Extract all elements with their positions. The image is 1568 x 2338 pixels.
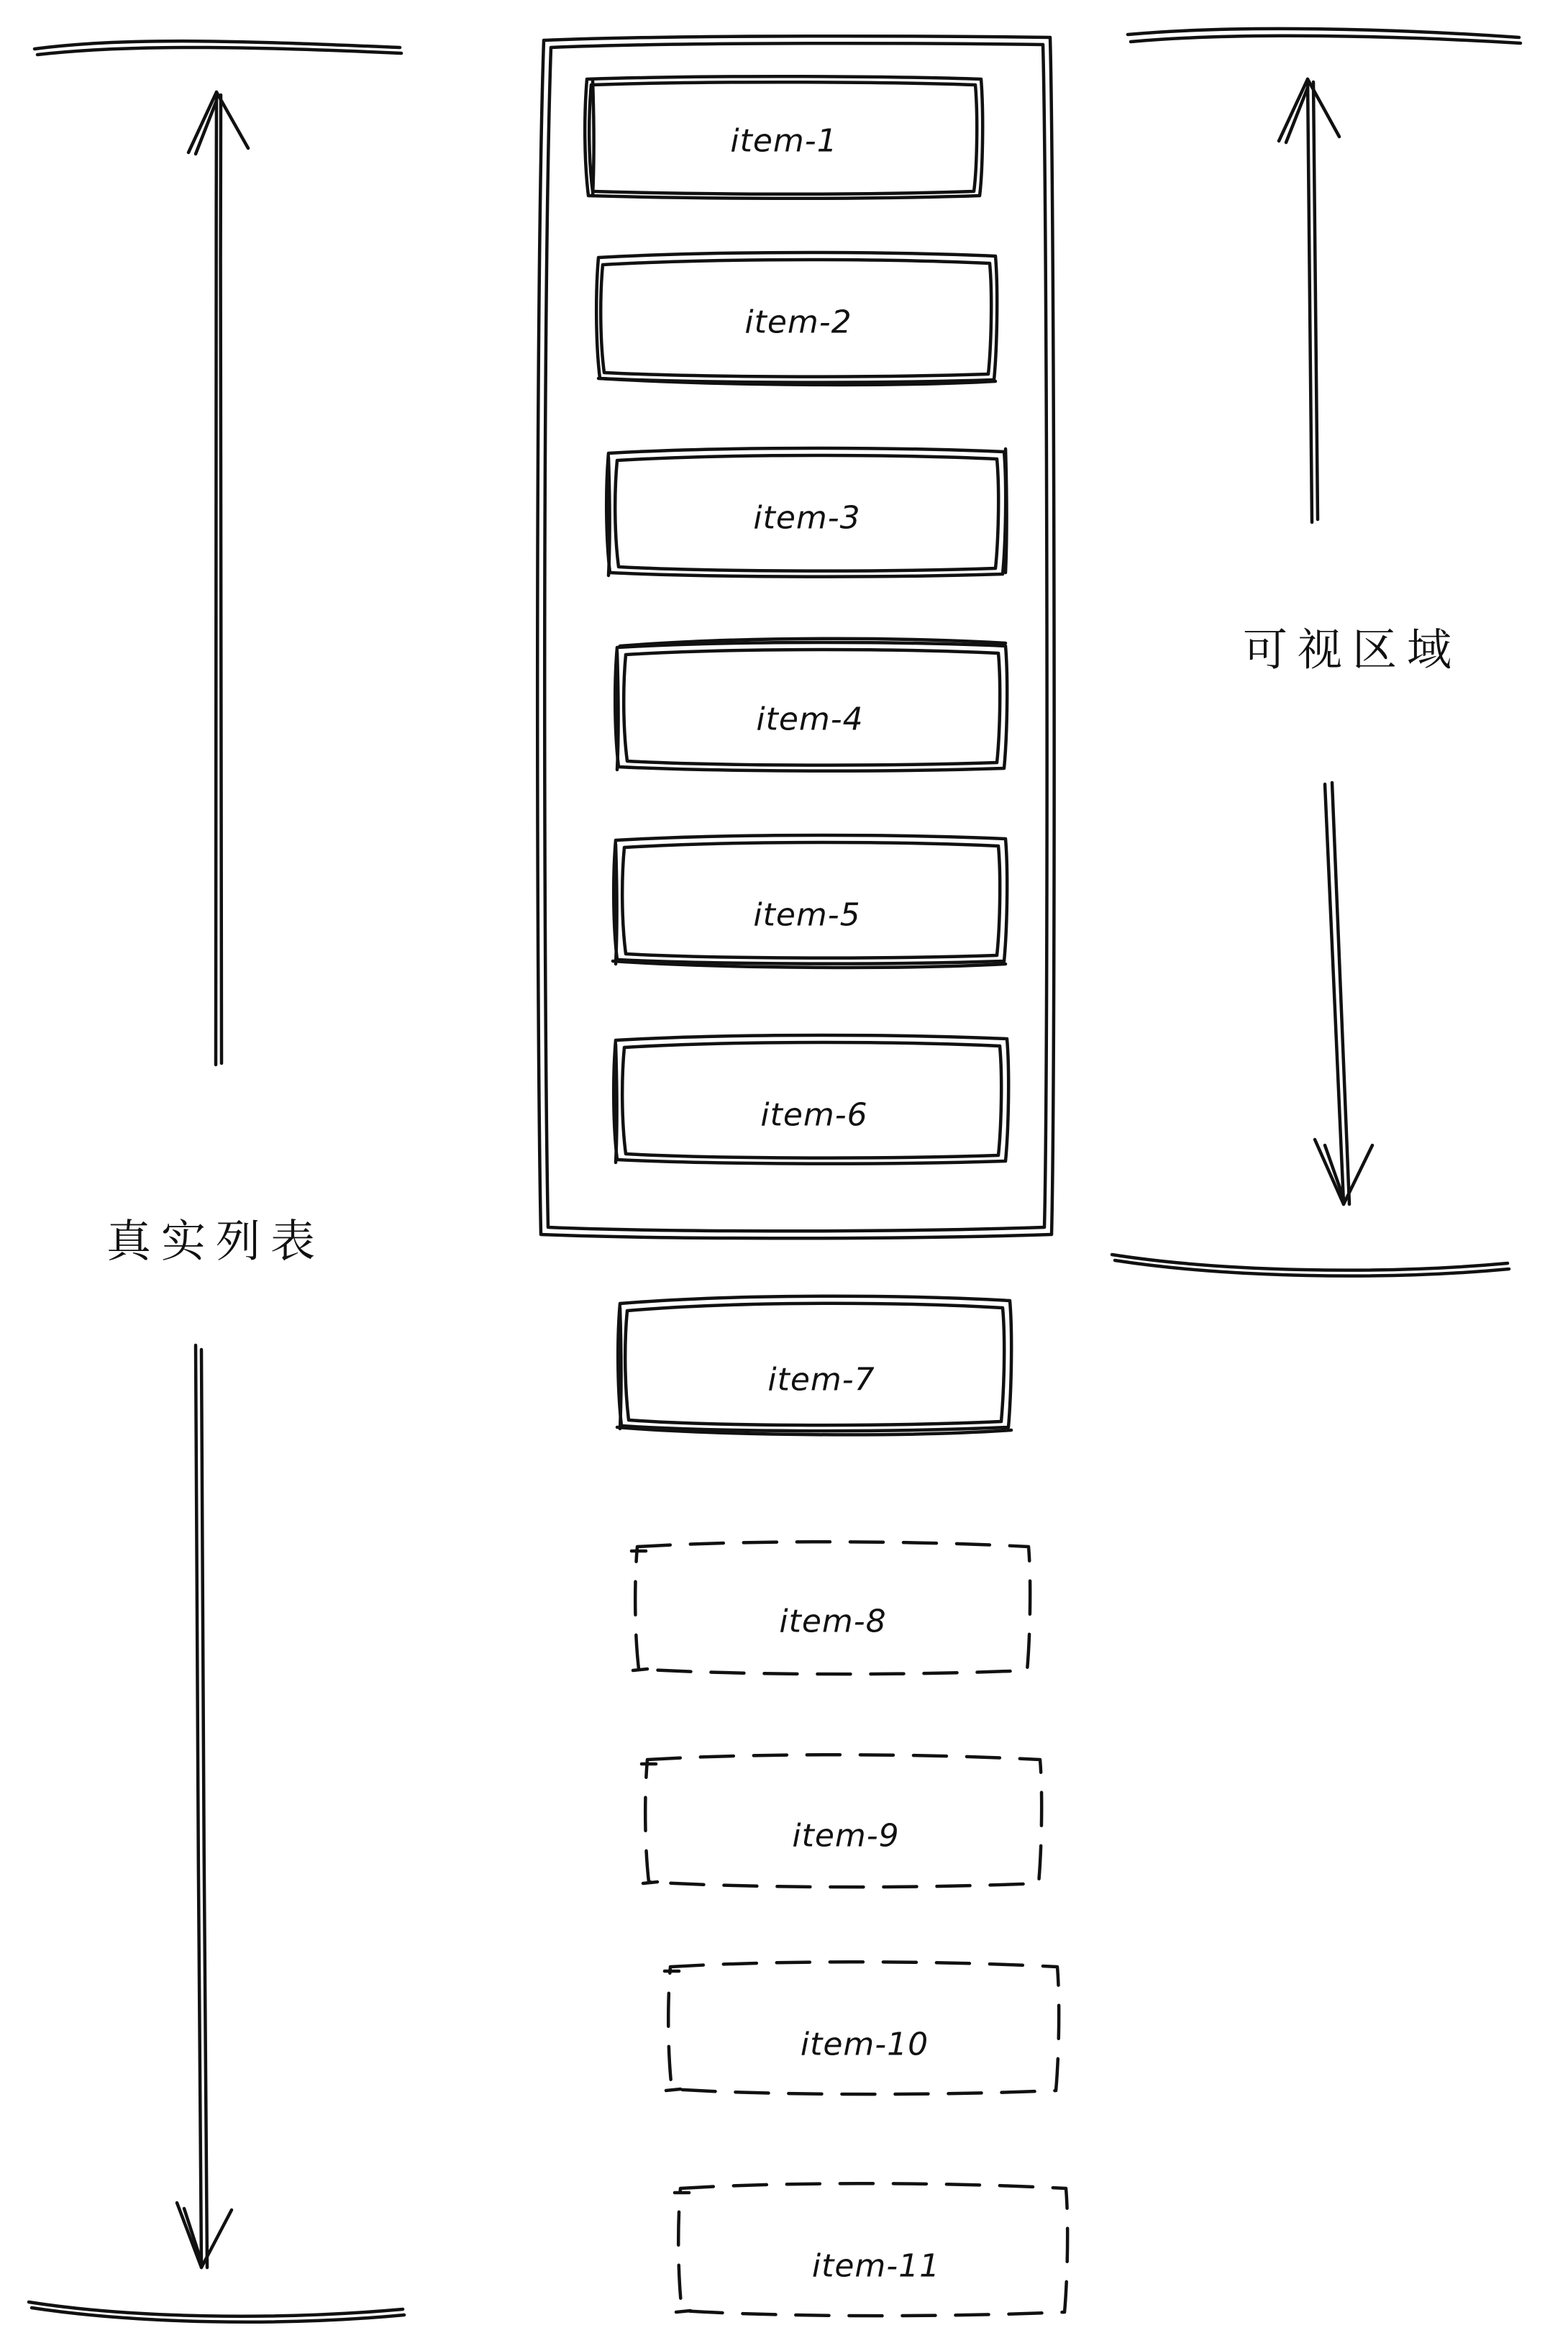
right-up-arrow [1279,79,1339,522]
item-box-11-corner-ticks [675,2193,690,2312]
left-down-arrow [177,1345,232,2268]
item-label-11: item-11 [811,2247,941,2285]
item-label-4: item-4 [756,701,864,738]
right-bottom-boundary-line [1112,1255,1509,1276]
item-label-9: item-9 [792,1817,900,1855]
item-label-3: item-3 [753,499,861,537]
item-label-10: item-10 [800,2026,929,2063]
item-label-8: item-8 [779,1603,887,1640]
item-label-7: item-7 [767,1361,875,1398]
right-down-arrow [1315,783,1372,1204]
right-top-boundary-line [1128,29,1521,43]
real-list-label: 真实列表 [106,1214,326,1268]
left-top-boundary-line [35,41,401,55]
left-up-arrow [188,92,248,1065]
left-bottom-boundary-line [29,2302,404,2322]
item-box-10-corner-ticks [665,1971,680,2091]
item-label-5: item-5 [753,896,861,934]
item-label-6: item-6 [760,1096,868,1134]
item-label-2: item-2 [744,304,852,341]
viewport-label: 可视区域 [1242,623,1462,676]
item-label-1: item-1 [730,122,838,160]
